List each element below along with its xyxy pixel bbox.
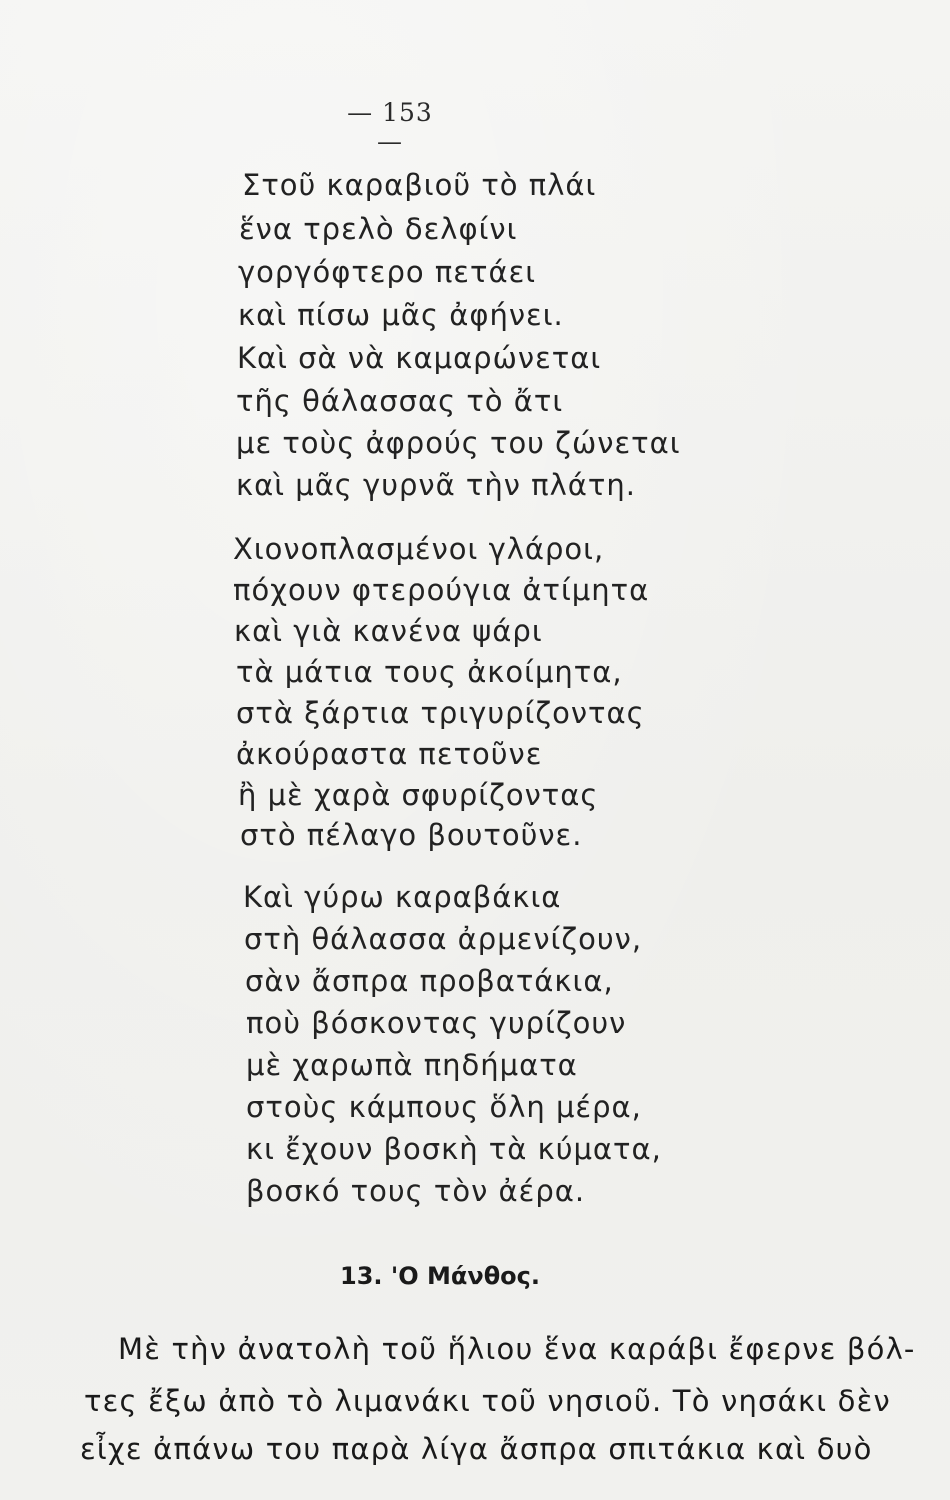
poem-line: Καὶ σὰ νὰ καμαρώνεται — [237, 341, 602, 375]
poem-line: Χιονοπλασμένοι γλάροι, — [233, 532, 605, 566]
page-number: — 153 — — [347, 98, 433, 156]
poem-line: ἕνα τρελὸ δελφίνι — [239, 212, 518, 246]
poem-line: πόχουν φτερούγια ἀτίμητα — [233, 573, 650, 607]
prose-line: Μὲ τὴν ἀνατολὴ τοῦ ἥλιου ἕνα καράβι ἔφερνε βόλ- — [118, 1332, 916, 1366]
poem-line: στὸ πέλαγο βουτοῦνε. — [240, 818, 583, 852]
poem-line: καὶ μᾶς γυρνᾶ τὴν πλάτη. — [236, 468, 636, 502]
poem-line: μὲ χαρωπὰ πηδήματα — [246, 1048, 578, 1082]
poem-line: στὰ ξάρτια τριγυρίζοντας — [236, 696, 645, 730]
poem-line: στὴ θάλασσα ἀρμενίζουν, — [244, 922, 643, 956]
poem-line: κι ἔχουν βοσκὴ τὰ κύματα, — [246, 1132, 662, 1166]
poem-line: Καὶ γύρω καραβάκια — [243, 880, 562, 914]
poem-line: ποὺ βόσκοντας γυρίζουν — [246, 1006, 627, 1040]
poem-line: στοὺς κάμπους ὅλη μέρα, — [246, 1090, 642, 1124]
poem-line: γοργόφτερο πετάει — [238, 255, 537, 289]
poem-line: καὶ πίσω μᾶς ἀφήνει. — [238, 298, 564, 332]
poem-line: τὰ μάτια τους ἀκοίμητα, — [236, 655, 623, 689]
poem-line: τῆς θάλασσας τὸ ἄτι — [236, 384, 564, 418]
poem-line: ἢ μὲ χαρὰ σφυρίζοντας — [238, 778, 599, 812]
prose-line: τες ἔξω ἀπὸ τὸ λιμανάκι τοῦ νησιοῦ. Τὸ νησάκι δὲν — [84, 1384, 891, 1418]
prose-line: εἶχε ἀπάνω του παρὰ λίγα ἄσπρα σπιτάκια καὶ δυὸ — [80, 1432, 873, 1466]
poem-line: σὰν ἄσπρα προβατάκια, — [245, 964, 614, 998]
poem-line: με τοὺς ἀφρούς του ζώνεται — [236, 426, 681, 460]
poem-line: ἀκούραστα πετοῦνε — [236, 737, 543, 771]
poem-line: βοσκό τους τὸν ἀέρα. — [246, 1174, 586, 1208]
poem-line: καὶ γιὰ κανένα ψάρι — [234, 614, 543, 648]
poem-line: Στοῦ καραβιοῦ τὸ πλάι — [242, 168, 597, 202]
section-heading: 13. 'Ο Μάνθος. — [340, 1262, 541, 1290]
